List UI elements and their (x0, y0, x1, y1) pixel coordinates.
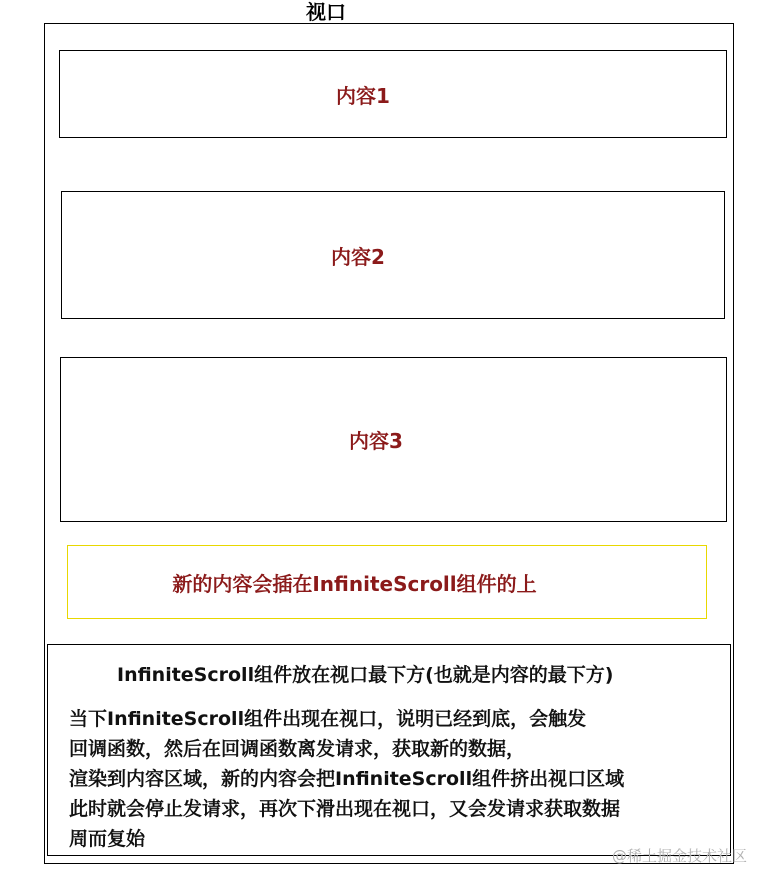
infinite-scroll-heading: InfiniteScroll组件放在视口最下方(也就是内容的最下方) (117, 664, 614, 686)
viewport-title: 视口 (306, 0, 346, 24)
description-line: 渲染到内容区域，新的内容会把InfiniteScroll组件挤出视口区域 (69, 768, 625, 790)
content-box-3 (60, 357, 727, 522)
new-content-box (67, 545, 707, 619)
content-box-2 (61, 191, 725, 319)
watermark: @稀土掘金技术社区 (612, 847, 748, 865)
description-line: 当下InfiniteScroll组件出现在视口，说明已经到底，会触发 (69, 708, 587, 730)
content-box-2-label: 内容2 (331, 244, 385, 269)
content-box-1 (59, 50, 727, 138)
content-box-1-label: 内容1 (336, 83, 390, 108)
description-line: 周而复始 (69, 828, 146, 850)
description-line: 回调函数，然后在回调函数离发请求，获取新的数据， (69, 738, 526, 760)
infinite-scroll-description (69, 704, 624, 854)
new-content-note: 新的内容会插在InfiniteScroll组件的上 (172, 571, 537, 596)
description-line: 此时就会停止发请求，再次下滑出现在视口，又会发请求获取数据 (69, 798, 621, 820)
content-box-3-label: 内容3 (349, 429, 403, 453)
